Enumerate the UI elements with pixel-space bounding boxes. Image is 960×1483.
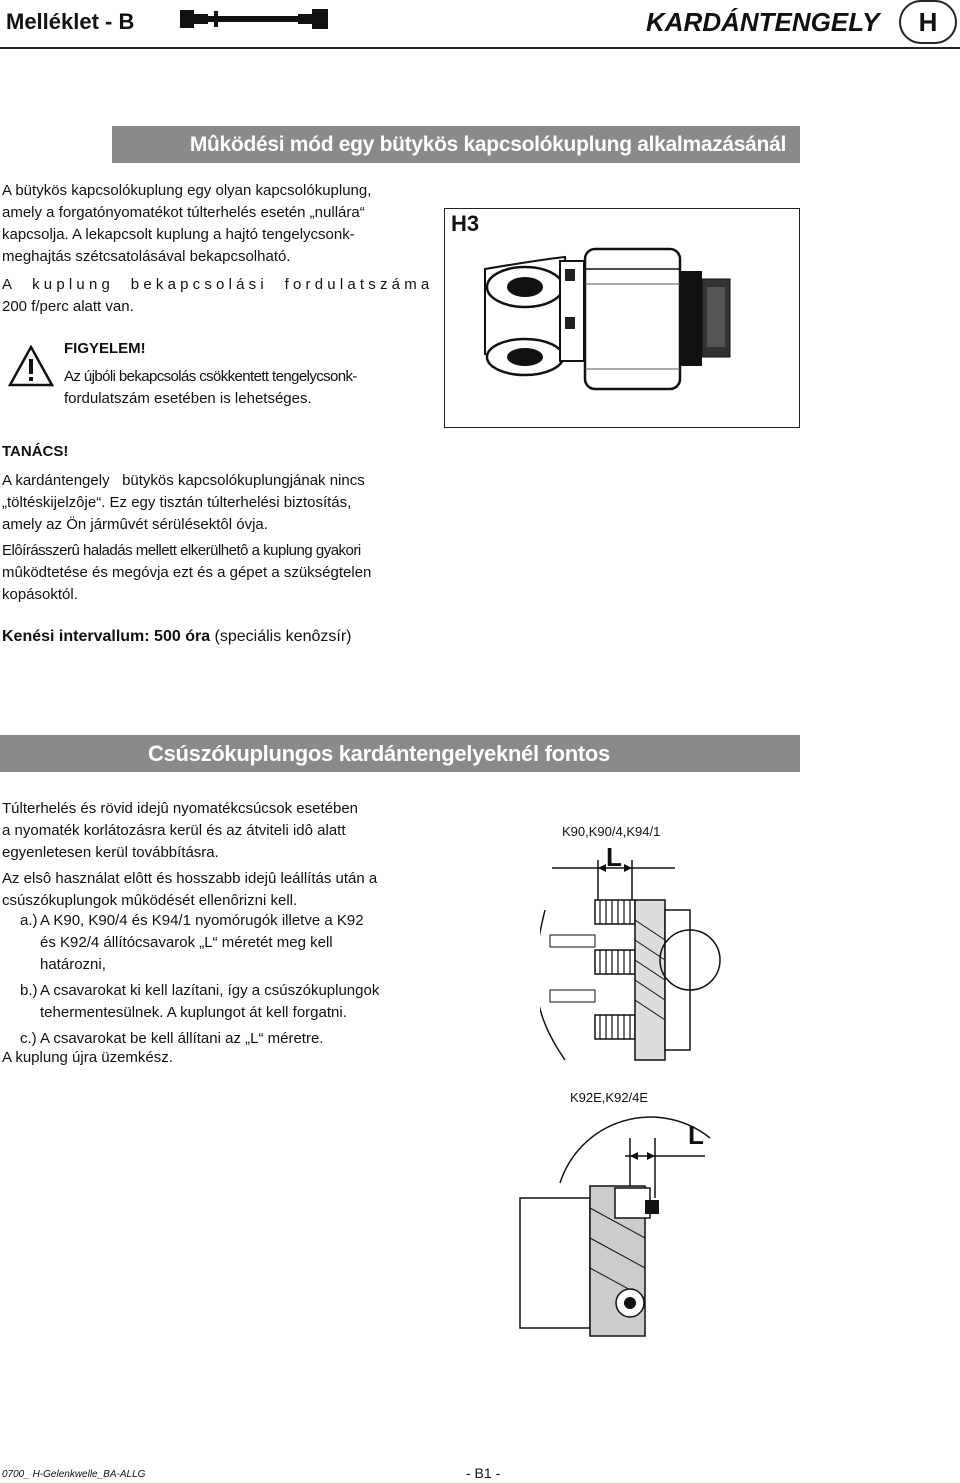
section-title-bar: [0, 735, 800, 772]
chapter-badge: H: [899, 0, 957, 44]
header-rule: [0, 47, 960, 49]
cam-clutch-drawing: [445, 209, 798, 426]
slip-clutch-text: [2, 798, 382, 912]
section-title: Csúszókuplungos kardántengelyeknél fontos: [147, 740, 610, 766]
item-prefix: b.): [20, 982, 38, 999]
lube-label: Kenési intervallum: 500 óra: [2, 628, 211, 645]
text-line: A kuplung bekapcsolási fordulatszáma: [2, 276, 434, 293]
text-line: „töltéskijelzôje“. Ez egy tisztán túlterhelési biztosítás,: [2, 494, 352, 511]
warning-triangle-icon: [8, 345, 54, 392]
section-title-bar: [112, 126, 800, 163]
section-title: Mûködési mód egy bütykös kapcsolókuplung alkalmazásánál: [189, 132, 786, 156]
dimension-label: L: [688, 1120, 704, 1150]
k92-clutch-drawing: [515, 1108, 715, 1338]
figure-h3: [444, 208, 800, 428]
intro-paragraph: [2, 180, 434, 318]
item-prefix: c.): [20, 1030, 37, 1047]
lubrication-interval: [2, 628, 351, 646]
text-line: amely a forgatónyomatékot túlterhelés esetén „nullára“: [2, 204, 365, 221]
text-line: és K92/4 állítócsavarok „L“ méretét meg kell: [40, 934, 333, 951]
text-line: tehermentesülnek. A kuplungot át kell forgatni.: [40, 1004, 347, 1021]
text-line: A kardántengely bütykös kapcsolókuplungjának nincs: [2, 472, 365, 489]
tip-title: TANÁCS!: [2, 443, 69, 460]
warning-line: fordulatszám esetében is lehetséges.: [64, 390, 312, 407]
text-line: csúszókuplungok mûködését ellenôrizni kell.: [2, 892, 298, 909]
header-right-title: KARDÁNTENGELY: [646, 7, 880, 37]
list-item: [20, 910, 382, 976]
text-line: Túlterhelés és rövid idejû nyomatékcsúcsok esetében: [2, 800, 359, 817]
text-line: Az elsô használat elôtt és hosszabb idejû leállítás után a: [2, 870, 378, 887]
figure-label: H3: [451, 211, 480, 236]
text-line: határozni,: [40, 956, 106, 973]
warning-title: FIGYELEM!: [64, 340, 146, 357]
text-line: kopásoktól.: [2, 586, 78, 603]
text-line: amely az Ön jármûvét sérülésektôl óvja.: [2, 516, 268, 533]
text-line: 200 f/perc alatt van.: [2, 298, 134, 315]
text-line: meghajtás szétcsatolásával bekapcsolható.: [2, 248, 291, 265]
text-line: egyenletesen kerül továbbításra.: [2, 844, 219, 861]
shaft-logo-icon: [180, 4, 330, 39]
footer-document-code: 0700_ H-Gelenkwelle_BA-ALLG: [2, 1469, 146, 1480]
text-line: A csavarokat ki kell lazítani, így a csúszókuplungok: [40, 982, 380, 999]
tip-paragraph: [2, 470, 392, 606]
step-list: [20, 910, 382, 1050]
item-prefix: a.): [20, 912, 38, 929]
figure-caption: K90,K90/4,K94/1: [562, 824, 661, 839]
text-line: mûködtetése és megóvja ezt és a gépet a szükségtelen: [2, 564, 372, 581]
warning-line: Az újbóli bekapcsolás csökkentett tengelycsonk-: [64, 368, 357, 385]
text-line: A csavarokat be kell állítani az „L“ méretre.: [40, 1030, 324, 1047]
lube-note: (speciális kenôzsír): [210, 628, 352, 645]
header-left-title: Melléklet - B: [6, 9, 135, 34]
text-line: A K90, K90/4 és K94/1 nyomórugók illetve a K92: [40, 912, 364, 929]
text-line: A bütykös kapcsolókuplung egy olyan kapcsolókuplung,: [2, 182, 372, 199]
text-line: a nyomaték korlátozásra kerül és az átviteli idô alatt: [2, 822, 346, 839]
k90-clutch-drawing: [540, 840, 740, 1070]
text-line: Elôírásszerû haladás mellett elkerülhetô a kuplung gyakori: [2, 542, 361, 559]
page-number: - B1 -: [466, 1465, 501, 1481]
dimension-label: L: [606, 842, 622, 872]
text-line: kapcsolja. A lekapcsolt kuplung a hajtó tengelycsonk-: [2, 226, 355, 243]
figure-caption: K92E,K92/4E: [570, 1090, 649, 1105]
list-item: [20, 980, 382, 1024]
final-text: A kuplung újra üzemkész.: [2, 1049, 173, 1066]
